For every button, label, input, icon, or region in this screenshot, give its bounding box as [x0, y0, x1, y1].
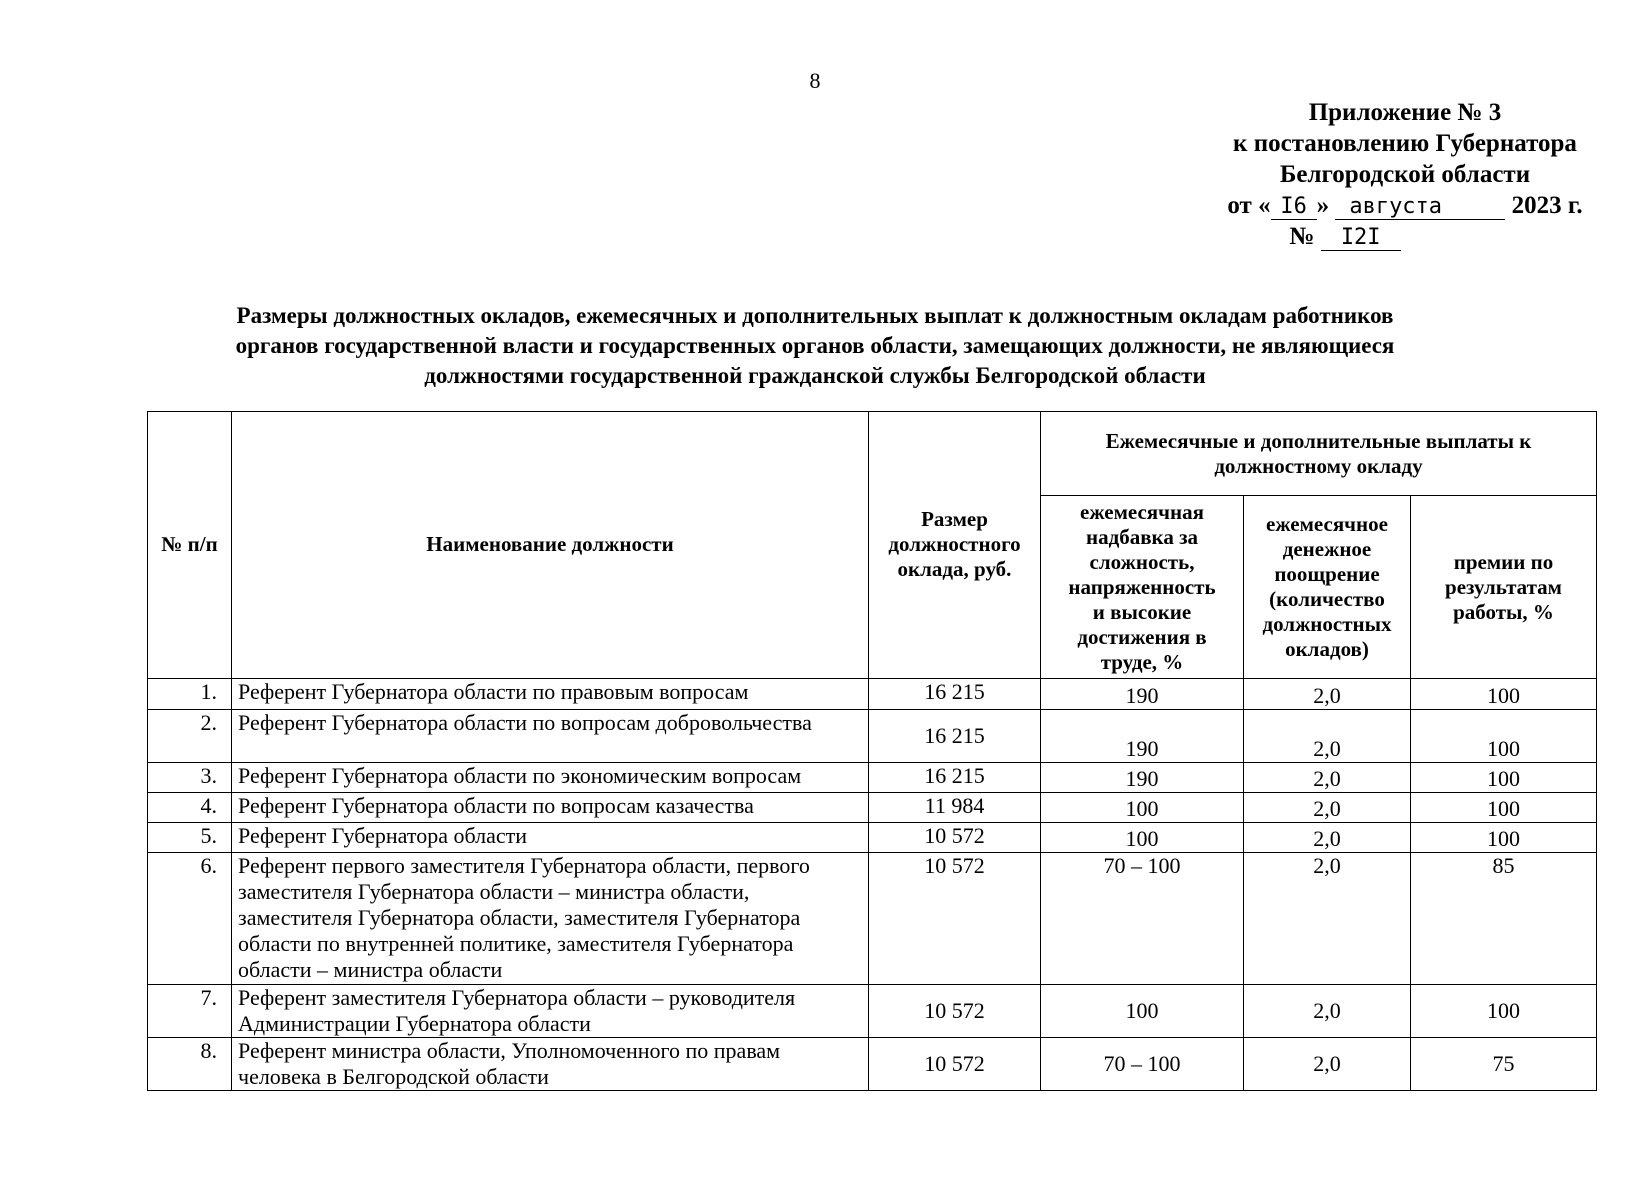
row-name: Референт министра области, Уполномоченного по правам человека в Белгородской области — [232, 1037, 869, 1090]
title-line-3: должностями государственной гражданской службы Белгородской области — [424, 363, 1206, 388]
row-premium: 75 — [1411, 1037, 1597, 1090]
date-year: 2023 г. — [1511, 192, 1583, 219]
row-num: 4. — [148, 793, 232, 823]
row-num: 8. — [148, 1037, 232, 1090]
row-reward: 2,0 — [1244, 793, 1411, 823]
row-num: 2. — [148, 709, 232, 762]
row-bonus: 70 – 100 — [1041, 1037, 1244, 1090]
row-salary: 10 572 — [869, 1037, 1041, 1090]
row-name: Референт Губернатора области по экономическим вопросам — [232, 763, 869, 793]
row-name: Референт Губернатора области по правовым вопросам — [232, 678, 869, 709]
row-bonus: 100 — [1041, 823, 1244, 853]
row-premium: 100 — [1411, 984, 1597, 1037]
row-premium: 100 — [1411, 793, 1597, 823]
row-num: 3. — [148, 763, 232, 793]
title-line-1: Размеры должностных окладов, ежемесячных и дополнительных выплат к должностным окладам работников — [236, 303, 1394, 328]
header-bonus: ежемесячная надбавка за сложность, напряженность и высокие достижения в труде, % — [1041, 496, 1244, 679]
number-prefix: № — [1289, 223, 1315, 250]
table-row — [148, 678, 1597, 709]
annex-title: Приложение № 3 — [1308, 99, 1502, 126]
row-name: Референт Губернатора области — [232, 823, 869, 853]
header-num: № п/п — [148, 412, 232, 679]
row-premium: 100 — [1411, 678, 1597, 709]
table-row — [148, 709, 1597, 762]
row-name: Референт заместителя Губернатора области – руководителя Администрации Губернатора области — [232, 984, 869, 1037]
row-reward: 2,0 — [1244, 853, 1411, 984]
row-num: 6. — [148, 853, 232, 984]
annex-decree: к постановлению Губернатора — [1233, 130, 1577, 157]
row-reward: 2,0 — [1244, 984, 1411, 1037]
row-name: Референт первого заместителя Губернатора области, первого заместителя Губернатора области – министра области, заместителя Губернатора области, заместителя Губернатора области по внутренней политике, заместителя Губернатора области – министра области — [232, 853, 869, 984]
row-bonus: 190 — [1041, 709, 1244, 762]
row-bonus: 70 – 100 — [1041, 853, 1244, 984]
decree-number: I2I — [1321, 226, 1401, 251]
row-reward: 2,0 — [1244, 709, 1411, 762]
row-num: 5. — [148, 823, 232, 853]
row-num: 7. — [148, 984, 232, 1037]
row-bonus: 100 — [1041, 984, 1244, 1037]
annex-date — [1180, 190, 1630, 221]
row-premium: 85 — [1411, 853, 1597, 984]
table-row — [148, 984, 1597, 1037]
annex-region: Белгородской области — [1279, 161, 1531, 188]
header-salary: Размер должностного оклада, руб. — [869, 412, 1041, 679]
header-premium: премии по результатам работы, % — [1411, 496, 1597, 679]
row-salary: 16 215 — [869, 678, 1041, 709]
table-row — [148, 793, 1597, 823]
table-row — [148, 823, 1597, 853]
table-row — [148, 763, 1597, 793]
date-month: августа — [1335, 195, 1505, 220]
row-bonus: 100 — [1041, 793, 1244, 823]
row-salary: 10 572 — [869, 853, 1041, 984]
row-salary: 10 572 — [869, 984, 1041, 1037]
document-title — [150, 301, 1480, 391]
page-number: 8 — [809, 68, 821, 93]
row-name: Референт Губернатора области по вопросам добровольчества — [232, 709, 869, 762]
date-day: I6 — [1271, 195, 1317, 220]
row-reward: 2,0 — [1244, 678, 1411, 709]
table-row — [148, 1037, 1597, 1090]
row-bonus: 190 — [1041, 678, 1244, 709]
row-salary: 10 572 — [869, 823, 1041, 853]
row-name: Референт Губернатора области по вопросам казачества — [232, 793, 869, 823]
row-premium: 100 — [1411, 823, 1597, 853]
row-premium: 100 — [1411, 763, 1597, 793]
row-reward: 2,0 — [1244, 1037, 1411, 1090]
annex-number — [1180, 221, 1630, 252]
row-salary: 11 984 — [869, 793, 1041, 823]
table-row — [148, 853, 1597, 984]
row-salary: 16 215 — [869, 763, 1041, 793]
header-reward: ежемесячное денежное поощрение (количество должностных окладов) — [1244, 496, 1411, 679]
date-prefix: от « — [1227, 192, 1271, 219]
header-name: Наименование должности — [232, 412, 869, 679]
date-mid: » — [1316, 192, 1330, 219]
salary-table — [147, 411, 1597, 1091]
row-reward: 2,0 — [1244, 763, 1411, 793]
row-num: 1. — [148, 678, 232, 709]
row-reward: 2,0 — [1244, 823, 1411, 853]
annex-header — [1180, 97, 1630, 252]
title-line-2: органов государственной власти и государственных органов области, замещающих должности, не являющиеся — [235, 333, 1395, 358]
row-bonus: 190 — [1041, 763, 1244, 793]
row-salary: 16 215 — [869, 709, 1041, 762]
row-premium: 100 — [1411, 709, 1597, 762]
header-payments-group: Ежемесячные и дополнительные выплаты к должностному окладу — [1041, 412, 1597, 496]
